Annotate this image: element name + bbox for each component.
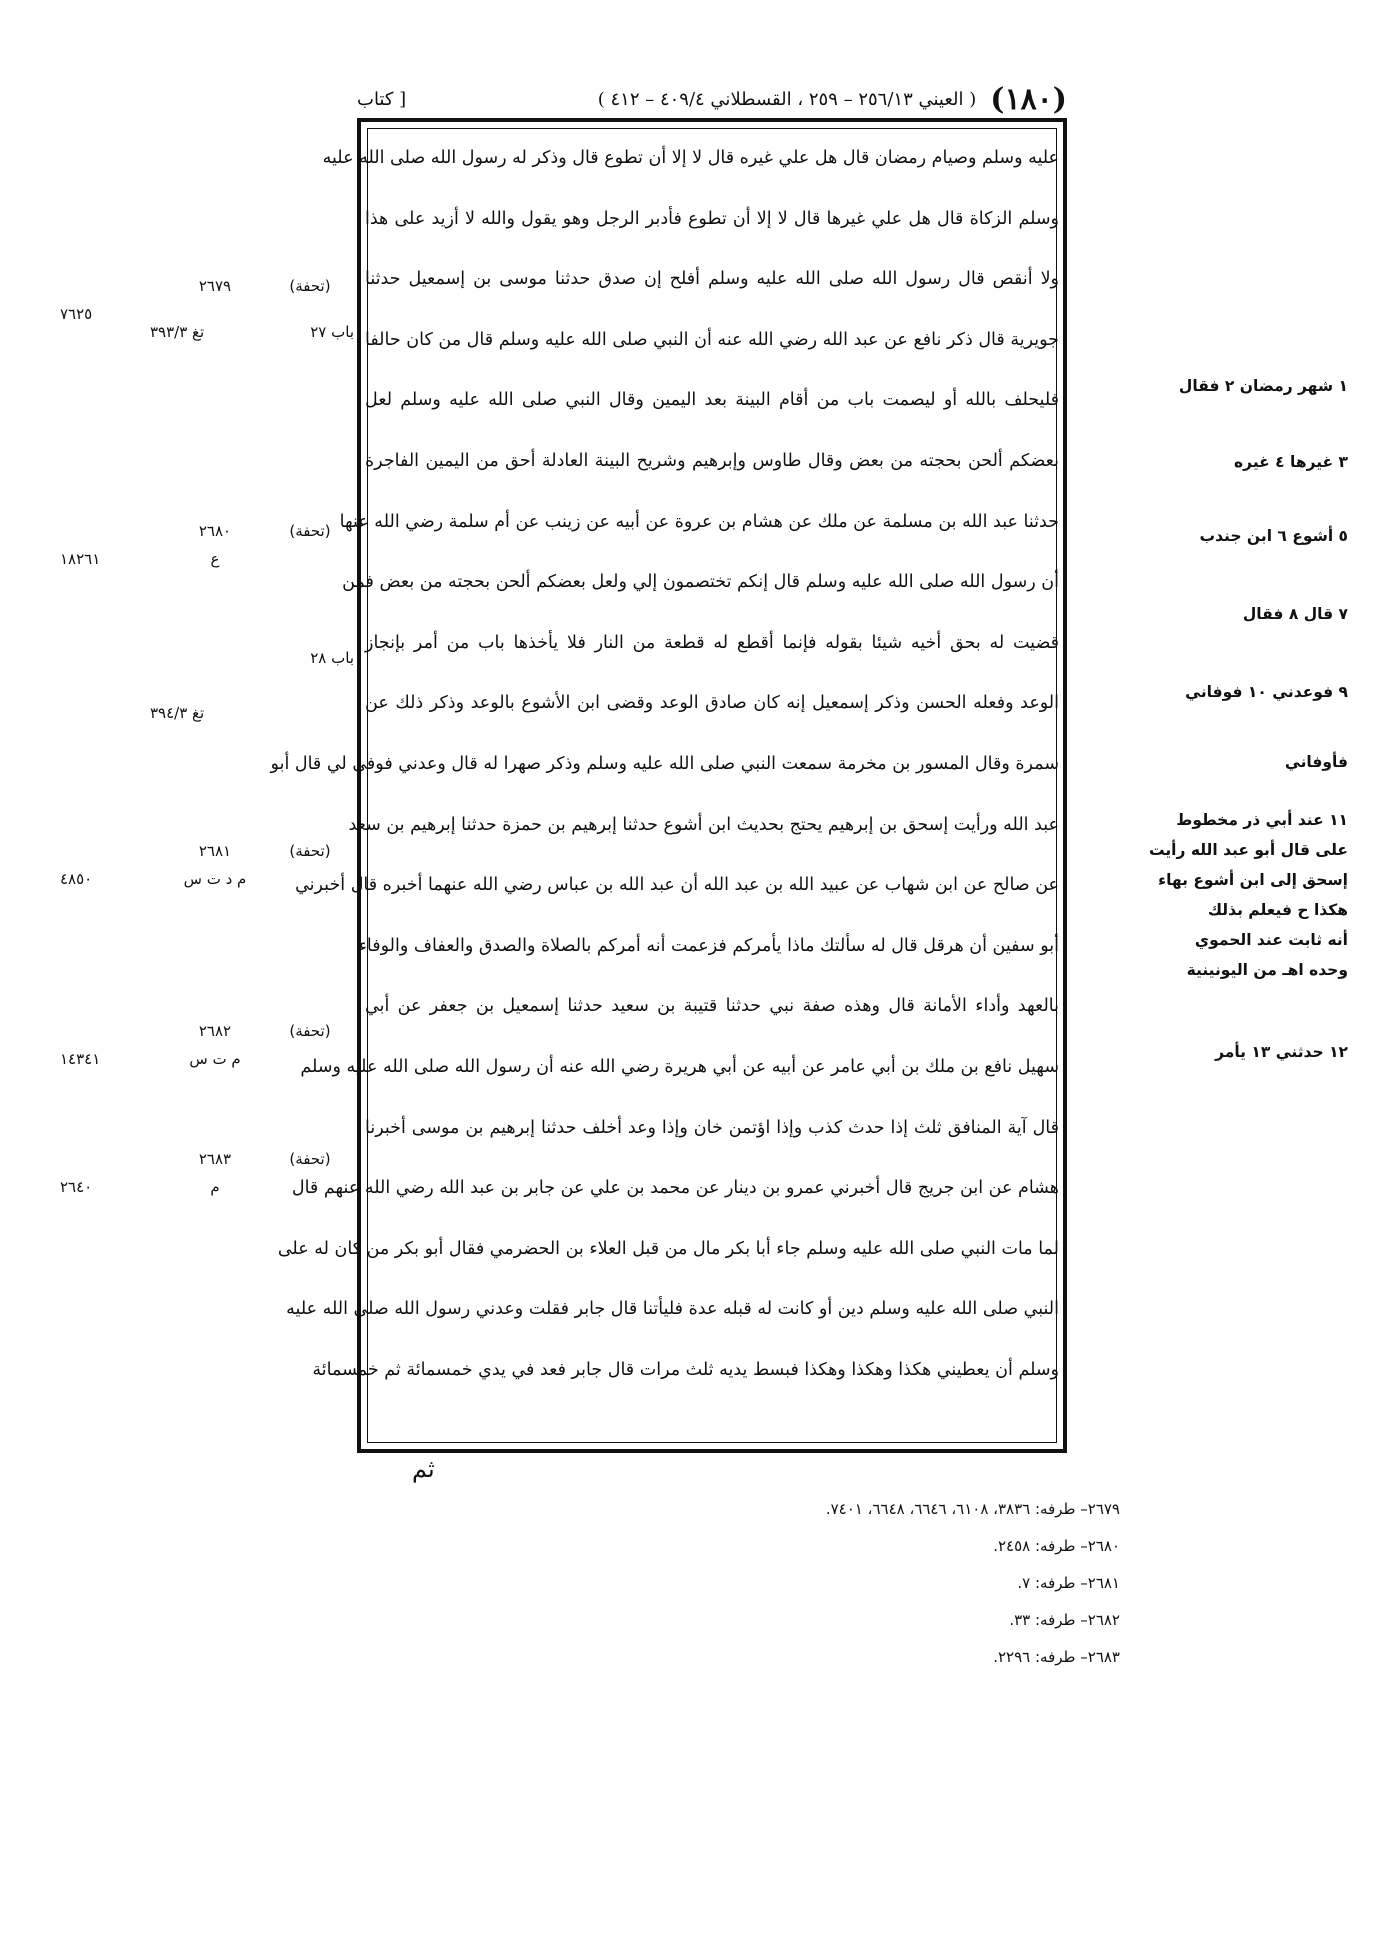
text-line: قال آية المنافق ثلث إذا حدث كذب وإذا اؤتمن خان وإذا وعد أخلف حدثنا إبرهيم بن موسى أخبرنا [365,1117,1059,1138]
variant-gloss: ٧ قال ٨ فقال [1242,605,1348,623]
text-line: أبو سفين أن هرقل قال له سألتك ماذا يأمركم فزعمت أنه أمركم بالصلاة والصدق والعفاف والوفاء [358,935,1059,956]
hadith-number: ٢٦٧٩ [198,277,232,295]
tuhfa-number: ١٤٣٤١ [60,1050,101,1068]
footnote-line: ٢٦٨١– طرفه: ٧. [1017,1574,1120,1592]
text-line: أن رسول الله صلى الله عليه وسلم قال إنكم تختصمون إلي ولعل بعضكم ألحن بحجته من بعض فمن [342,572,1059,593]
tuhfa-label: (تحفة) [289,522,331,540]
tagh-reference: تغ ٣٩٣/٣ [150,323,205,341]
variant-gloss: ٩ فوعدني ١٠ فوفاني [1185,683,1348,701]
tuhfa-number: ٢٦٤٠ [60,1178,93,1196]
footnote-line: ٢٦٨٠– طرفه: ٢٤٥٨. [993,1537,1120,1555]
tuhfa-label: (تحفة) [289,1150,331,1168]
text-line: هشام عن ابن جريج قال أخبرني عمرو بن دينار عن محمد بن علي عن جابر بن عبد الله رضي الله عنهم قال [291,1178,1059,1199]
text-line: عن صالح عن ابن شهاب عن عبيد الله بن عبد الله أن عبد الله بن عباس رضي الله عنهما أخبره قال أخبرني [295,875,1059,896]
tagh-reference: تغ ٣٩٤/٣ [150,704,205,722]
variant-gloss: ١٢ حدثني ١٣ يأمر [1215,1043,1348,1061]
text-line: سهيل نافع بن ملك بن أبي عامر عن أبيه عن أبي هريرة رضي الله عنه أن رسول الله صلى الله عليه وسلم [300,1057,1059,1077]
tuhfa-number: ١٨٢٦١ [60,550,101,568]
hadith-number-note [60,842,360,892]
bab-marker: باب ٢٨ [310,649,354,667]
hadith-number-note [60,277,360,327]
text-line: وسلم أن يعطيني هكذا وهكذا وهكذا فبسط يديه ثلث مرات قال جابر فعد في يدي خمسمائة ثم خمسمائة [312,1360,1059,1380]
text-line: الوعد وفعله الحسن وذكر إسمعيل إنه كان صادق الوعد وقضى ابن الأشوع بالوعد وذكر ذلك عن [365,693,1059,714]
text-line: لما مات النبي صلى الله عليه وسلم جاء أبا بكر مال من قبل العلاء بن الحضرمي فقال أبو بكر من كان له على [277,1238,1059,1259]
hadith-number: ٢٦٨٠ [198,522,232,540]
hadith-number: ٢٦٨١ [198,842,232,860]
text-line: النبي صلى الله عليه وسلم دين أو كانت له قبله عدة فليأتنا قال جابر فقلت وعدني رسول الله صلى الله عليه [286,1299,1059,1320]
text-line: جويرية قال ذكر نافع عن عبد الله رضي الله عنه أن النبي صلى الله عليه وسلم قال من كان حالفا [365,329,1059,350]
text-line: فليحلف بالله أو ليصمت باب من أقام البينة بعد اليمين وقال النبي صلى الله عليه وسلم لعل [365,390,1059,411]
hadith-number-note [60,522,360,572]
catchword: ثم [412,1455,435,1483]
variant-gloss: ١١ عند أبي ذر مخطوط [1176,811,1348,829]
footnote-line: ٢٦٨٣– طرفه: ٢٢٩٦. [993,1648,1120,1666]
tuhfa-label: (تحفة) [289,842,331,860]
footnote-line: ٢٦٧٩– طرفه: ٣٨٣٦، ٦١٠٨، ٦٦٤٦، ٦٦٤٨، ٧٤٠١. [825,1500,1120,1518]
variant-gloss: ٣ غيرها ٤ غيره [1234,453,1348,471]
tuhfa-label: (تحفة) [289,1022,331,1040]
collection-code: ع [210,550,220,568]
header-source-reference: ( العيني ٢٥٦/١٣ – ٢٥٩ ، القسطلاني ٤٠٩/٤ – ٤١٢ ) [597,88,977,110]
collection-code: م د ت س [183,870,247,888]
tuhfa-label: (تحفة) [289,277,331,295]
hadith-number-note [60,1150,360,1200]
hadith-number-note [60,1022,360,1072]
variant-gloss: أنه ثابت عند الحموي [1194,931,1348,949]
collection-code: م ت س [189,1050,241,1068]
variant-gloss: ١ شهر رمضان ٢ فقال [1178,377,1348,395]
variant-gloss: إسحق إلى ابن أشوع بهاء [1158,871,1348,889]
text-line: بالعهد وأداء الأمانة قال وهذه صفة نبي حدثنا قتيبة بن سعيد حدثنا إسمعيل بن جعفر عن أبي [365,996,1059,1017]
running-header [357,82,1067,116]
header-book-title: [ كتاب [357,88,407,110]
text-line: حدثنا عبد الله بن مسلمة عن ملك عن هشام بن عروة عن أبيه عن زينب عن أم سلمة رضي الله عنها [339,511,1059,532]
page-number: (١٨٠) [990,81,1067,117]
tuhfa-number: ٤٨٥٠ [60,870,93,888]
footnote-line: ٢٦٨٢– طرفه: ٣٣. [1009,1611,1120,1629]
variant-gloss: فأوفاني [1284,753,1348,771]
hadith-number: ٢٦٨٢ [198,1022,232,1040]
text-line: عليه وسلم وصيام رمضان قال هل علي غيره قال لا إلا أن تطوع قال وذكر له رسول الله صلى الله عليه [322,148,1059,168]
variant-gloss: على قال أبو عبد الله رأيت [1148,841,1348,859]
text-line: قضيت له بحق أخيه شيئا بقوله فإنما أقطع له قطعة من النار فلا يأخذها باب من أمر بإنجاز [365,632,1059,653]
text-line: سمرة وقال المسور بن مخرمة سمعت النبي صلى الله عليه وسلم وذكر صهرا له قال وعدني فوفى لي قال أبو [270,754,1059,774]
variant-gloss: ٥ أشوع ٦ ابن جندب [1199,527,1348,545]
text-line: ولا أنقص قال رسول الله صلى الله عليه وسلم أفلح إن صدق حدثنا موسى بن إسمعيل حدثنا [365,269,1059,290]
text-line: بعضكم ألحن بحجته من بعض وقال طاوس وإبرهيم وشريح البينة العادلة أحق من اليمين الفاجرة [365,451,1059,471]
text-line: عبد الله ورأيت إسحق بن إبرهيم يحتج بحديث ابن أشوع حدثنا إبرهيم بن حمزة حدثنا إبرهيم بن سعد [348,814,1059,835]
variant-gloss: هكذا ح فيعلم بذلك [1207,901,1348,919]
variant-gloss: وحده اهـ من اليونينية [1186,961,1348,979]
text-line: وسلم الزكاة قال هل علي غيرها قال لا إلا أن تطوع فأدبر الرجل وهو يقول والله لا أزيد على هذا [365,208,1059,229]
tuhfa-number: ٧٦٢٥ [60,305,93,323]
bab-marker: باب ٢٧ [310,323,354,341]
collection-code: م [210,1178,220,1196]
hadith-number: ٢٦٨٣ [198,1150,232,1168]
